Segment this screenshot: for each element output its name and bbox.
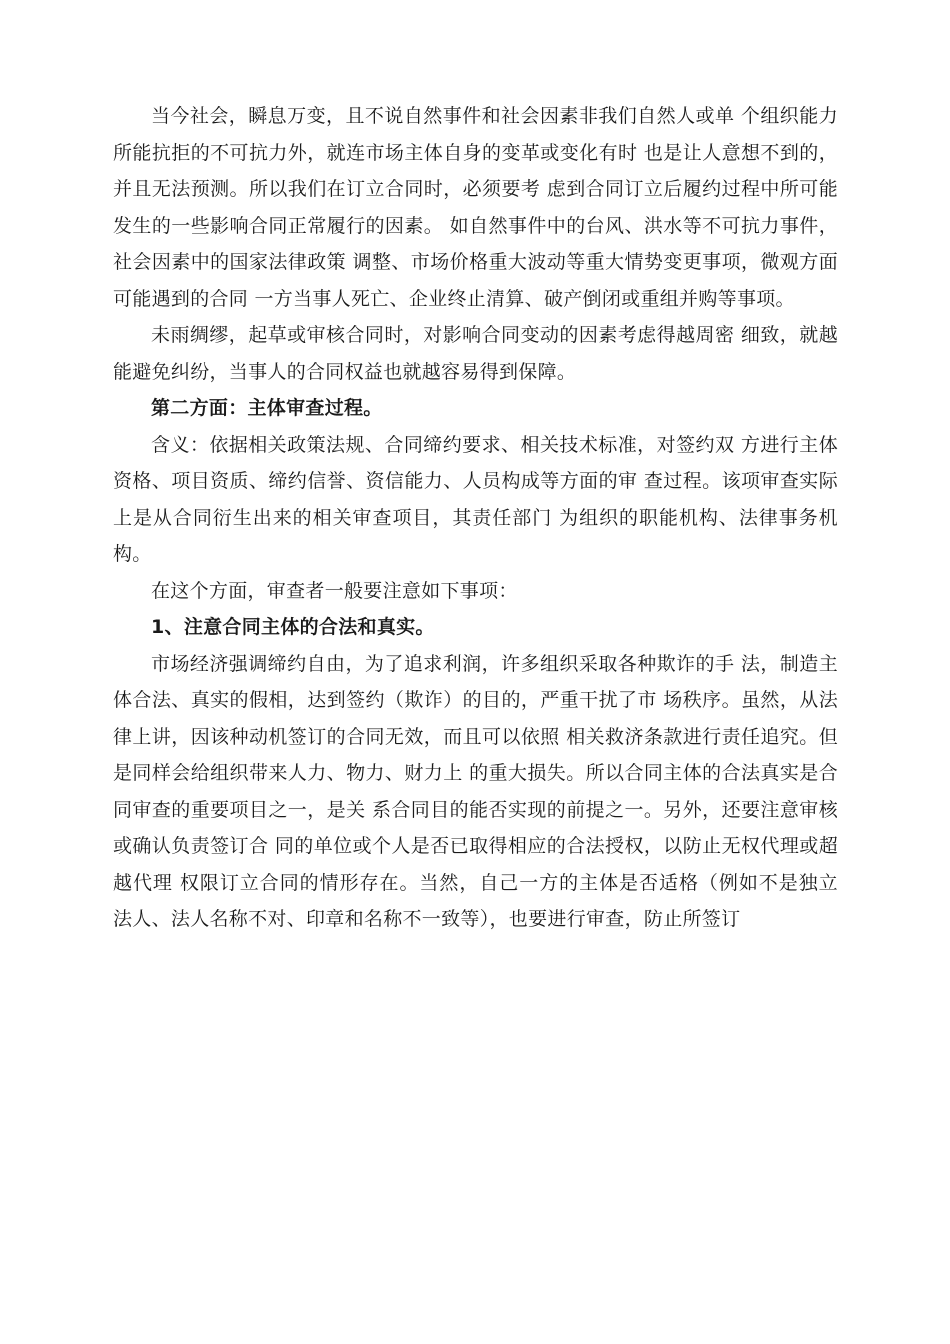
paragraph-1: 当今社会，瞬息万变，且不说自然事件和社会因素非我们自然人或单 个组织能力所能抗拒的不可抗力外，就连市场主体自身的变革或变化有时 也是让人意想不到的，并且无法预测。所以我们在订立合同时，必须要考 虑到合同订立后履约过程中所可能发生的一些影响合同正常履行的因素。 如自然事件中的台风、洪水等不可抗力事件，社会因素中的国家法律政策 调整、市场价格重大波动等重大情势变更事项，微观方面可能遇到的合同 一方当事人死亡、企业终止清算、破产倒闭或重组并购等事项。 xyxy=(113,105,838,310)
paragraph-intro-items: 在这个方面，审查者一般要注意如下事项： xyxy=(151,579,518,602)
item-heading-1: 1、注意合同主体的合法和真实。 xyxy=(151,616,435,638)
paragraph-2: 未雨绸缪，起草或审核合同时，对影响合同变动的因素考虑得越周密 细致，就越能避免纠纷，当事人的合同权益也就越容易得到保障。 xyxy=(113,324,838,383)
paragraph-definition: 含义：依据相关政策法规、合同缔约要求、相关技术标准，对签约双 方进行主体资格、项目资质、缔约信誉、资信能力、人员构成等方面的审 查过程。该项审查实际上是从合同衍生出来的相关审查项目，其责任部门 为组织的职能机构、法律事务机构。 xyxy=(113,433,838,565)
paragraph-item-1-body: 市场经济强调缔约自由，为了追求利润，许多组织采取各种欺诈的手 法，制造主体合法、真实的假相，达到签约（欺诈）的目的，严重干扰了市 场秩序。虽然，从法律上讲，因该种动机签订的合同无效，而且可以依照 相关救济条款进行责任追究。但是同样会给组织带来人力、物力、财力上 的重大损失。所以合同主体的合法真实是合同审查的重要项目之一，是关 系合同目的能否实现的前提之一。另外，还要注意审核或确认负责签订合 同的单位或个人是否已取得相应的合法授权，以防止无权代理或超越代理 权限订立合同的情形存在。当然，自己一方的主体是否适格（例如不是独立 法人、法人名称不对、印章和名称不一致等），也要进行审查，防止所签订 xyxy=(113,652,838,930)
section-heading-subject-review: 第二方面：主体审查过程。 xyxy=(151,397,383,419)
document-body xyxy=(113,98,838,938)
